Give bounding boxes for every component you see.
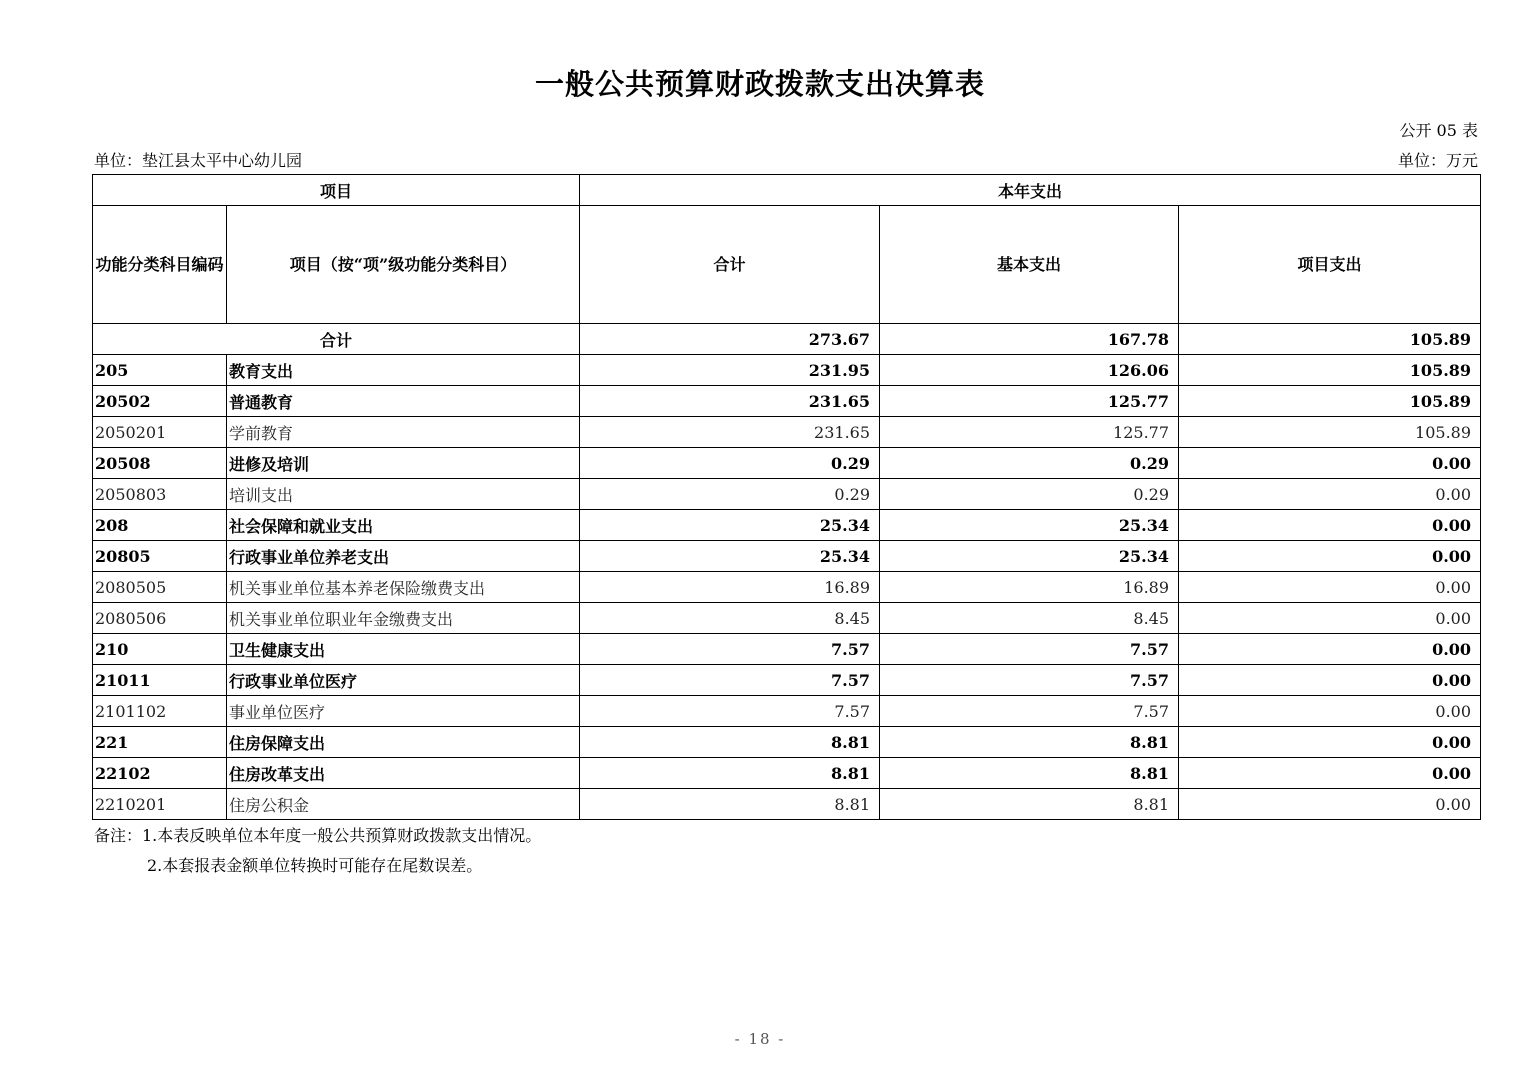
row-project: 0.00: [1179, 727, 1481, 758]
row-total: 0.29: [580, 448, 880, 479]
table-row: [93, 541, 1481, 572]
row-total: 8.45: [580, 603, 880, 634]
page-title: 一般公共预算财政拨款支出决算表: [534, 67, 985, 101]
summary-total: 273.67: [580, 324, 880, 355]
row-name: 培训支出: [227, 479, 580, 510]
row-total: 8.81: [580, 758, 880, 789]
row-basic: 8.81: [880, 758, 1179, 789]
table-row: [93, 789, 1481, 820]
row-total: 7.57: [580, 665, 880, 696]
row-basic: 126.06: [880, 355, 1179, 386]
row-total: 25.34: [580, 541, 880, 572]
row-basic: 7.57: [880, 665, 1179, 696]
organization-unit: 单位：垫江县太平中心幼儿园: [94, 151, 303, 170]
row-name: 机关事业单位职业年金缴费支出: [227, 603, 580, 634]
table-row: [93, 758, 1481, 789]
row-basic: 8.81: [880, 789, 1179, 820]
row-name: 住房公积金: [227, 789, 580, 820]
header-basic: 基本支出: [880, 206, 1179, 324]
table-row: [93, 696, 1481, 727]
row-project: 0.00: [1179, 572, 1481, 603]
notes: [94, 821, 541, 881]
row-total: 231.65: [580, 417, 880, 448]
row-name: 住房保障支出: [227, 727, 580, 758]
row-total: 25.34: [580, 510, 880, 541]
header-code: 功能分类科目编码: [93, 206, 227, 324]
row-total: 8.81: [580, 727, 880, 758]
row-code: 21011: [93, 665, 227, 696]
row-project: 0.00: [1179, 479, 1481, 510]
summary-basic: 167.78: [880, 324, 1179, 355]
row-project: 0.00: [1179, 634, 1481, 665]
row-basic: 16.89: [880, 572, 1179, 603]
row-basic: 125.77: [880, 417, 1179, 448]
row-total: 7.57: [580, 634, 880, 665]
row-total: 7.57: [580, 696, 880, 727]
row-name: 机关事业单位基本养老保险缴费支出: [227, 572, 580, 603]
page-number: - 18 -: [734, 1030, 786, 1048]
row-project: 0.00: [1179, 541, 1481, 572]
row-code: 221: [93, 727, 227, 758]
expenditure-table: [92, 174, 1481, 820]
header-total: 合计: [580, 206, 880, 324]
row-project: 0.00: [1179, 510, 1481, 541]
note-2: 2.本套报表金额单位转换时可能存在尾数误差。: [147, 856, 483, 875]
table-row: [93, 510, 1481, 541]
table-row: [93, 727, 1481, 758]
row-basic: 8.45: [880, 603, 1179, 634]
row-project: 0.00: [1179, 448, 1481, 479]
row-name: 学前教育: [227, 417, 580, 448]
table-row: [93, 572, 1481, 603]
row-basic: 25.34: [880, 541, 1179, 572]
header-row-1: [93, 175, 1481, 206]
row-name: 普通教育: [227, 386, 580, 417]
row-total: 0.29: [580, 479, 880, 510]
row-total: 231.65: [580, 386, 880, 417]
row-project: 105.89: [1179, 355, 1481, 386]
row-project: 105.89: [1179, 386, 1481, 417]
note-1: 备注：1.本表反映单位本年度一般公共预算财政拨款支出情况。: [94, 826, 542, 845]
table-row: [93, 634, 1481, 665]
header-current-year: 本年支出: [580, 175, 1481, 206]
row-name: 教育支出: [227, 355, 580, 386]
row-project: 0.00: [1179, 789, 1481, 820]
table-row: [93, 603, 1481, 634]
row-code: 22102: [93, 758, 227, 789]
row-name: 住房改革支出: [227, 758, 580, 789]
row-code: 2080505: [93, 572, 227, 603]
table-row: [93, 355, 1481, 386]
form-number: 公开 05 表: [1399, 121, 1478, 140]
row-code: 2050803: [93, 479, 227, 510]
row-code: 2101102: [93, 696, 227, 727]
row-name: 卫生健康支出: [227, 634, 580, 665]
row-basic: 125.77: [880, 386, 1179, 417]
summary-project: 105.89: [1179, 324, 1481, 355]
row-name: 进修及培训: [227, 448, 580, 479]
row-total: 16.89: [580, 572, 880, 603]
currency-unit: 单位：万元: [1397, 151, 1478, 170]
row-name: 行政事业单位养老支出: [227, 541, 580, 572]
table-row: [93, 479, 1481, 510]
table-row: [93, 665, 1481, 696]
row-name: 社会保障和就业支出: [227, 510, 580, 541]
row-project: 0.00: [1179, 603, 1481, 634]
table-row: [93, 417, 1481, 448]
row-basic: 7.57: [880, 634, 1179, 665]
row-project: 0.00: [1179, 758, 1481, 789]
row-code: 210: [93, 634, 227, 665]
row-basic: 8.81: [880, 727, 1179, 758]
row-basic: 0.29: [880, 448, 1179, 479]
row-project: 0.00: [1179, 696, 1481, 727]
row-basic: 0.29: [880, 479, 1179, 510]
summary-row: [93, 324, 1481, 355]
row-code: 2080506: [93, 603, 227, 634]
row-project: 105.89: [1179, 417, 1481, 448]
row-code: 2210201: [93, 789, 227, 820]
header-name: 项目（按“项”级功能分类科目）: [227, 206, 580, 324]
row-total: 231.95: [580, 355, 880, 386]
row-basic: 7.57: [880, 696, 1179, 727]
header-project: 项目: [93, 175, 580, 206]
summary-label: 合计: [93, 324, 580, 355]
row-code: 20502: [93, 386, 227, 417]
header-project-expenditure: 项目支出: [1179, 206, 1481, 324]
row-code: 20805: [93, 541, 227, 572]
row-name: 事业单位医疗: [227, 696, 580, 727]
table-row: [93, 386, 1481, 417]
row-basic: 25.34: [880, 510, 1179, 541]
row-code: 2050201: [93, 417, 227, 448]
row-code: 20508: [93, 448, 227, 479]
table-row: [93, 448, 1481, 479]
row-name: 行政事业单位医疗: [227, 665, 580, 696]
header-row-2: [93, 206, 1481, 324]
row-code: 205: [93, 355, 227, 386]
row-code: 208: [93, 510, 227, 541]
row-total: 8.81: [580, 789, 880, 820]
row-project: 0.00: [1179, 665, 1481, 696]
